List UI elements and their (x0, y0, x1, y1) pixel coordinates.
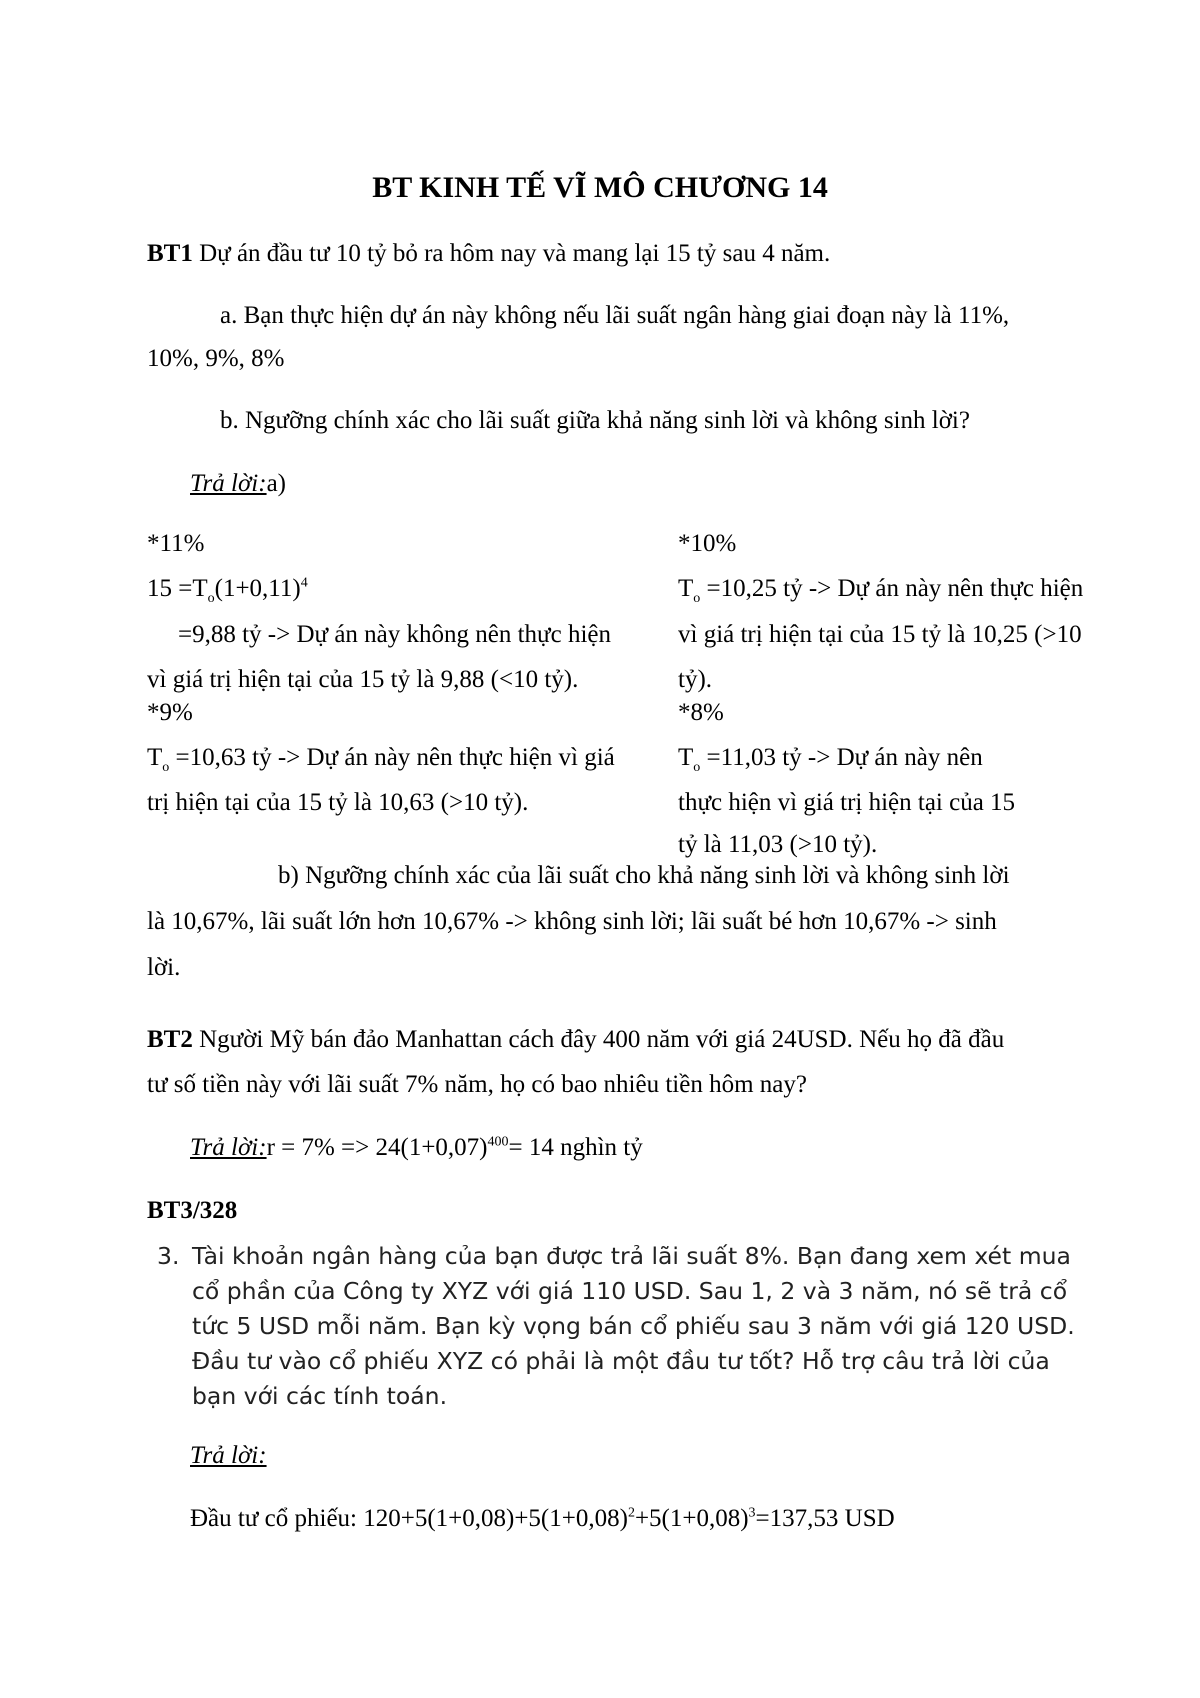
case-9-result: $T_o =10,63$ tỷ -> Dự án này nên thực hiện vì giá (147, 744, 615, 775)
bt1-question-text: Dự án đầu tư 10 tỷ bỏ ra hôm nay và mang lại 15 tỷ sau 4 năm. (192, 240, 831, 267)
bt1-b-answer-line2: là 10,67%, lãi suất lớn hơn 10,67% -> không sinh lời; lãi suất bé hơn 10,67% -> sinh (147, 908, 997, 935)
case-10-heading: *10% (678, 530, 737, 557)
bt1-b-answer-line1: b) Ngưỡng chính xác của lãi suất cho khả năng sinh lời và không sinh lời (278, 862, 1010, 889)
case-8-explain-2: tỷ là 11,03 (>10 tỷ). (678, 831, 878, 858)
bt3-problem-line4: Đầu tư vào cổ phiếu XYZ có phải là một đầu tư tốt? Hỗ trợ câu trả lời của (192, 1347, 1050, 1375)
case-8-heading: *8% (678, 699, 724, 726)
case-11-equation: $15 =T_o(1+0,11)^4$ (147, 575, 308, 606)
case-10-explain-2: tỷ). (678, 666, 713, 693)
bt2-label: BT2 (147, 1026, 193, 1053)
bt3-problem-number: 3. (157, 1242, 180, 1270)
bt3-problem-line1: Tài khoản ngân hàng của bạn được trả lãi suất 8%. Bạn đang xem xét mua (192, 1242, 1071, 1270)
bt1-part-a-line1: a. Bạn thực hiện dự án này không nếu lãi suất ngân hàng giai đoạn này là 11%, (220, 302, 1010, 329)
bt3-calculation: Đầu tư cổ phiếu: $120+5(1+0,08)+5(1+0,08)^2+5(1+0,08)^3=137,53$ USD (190, 1505, 895, 1532)
case-10-result: $T_o =10,25$ tỷ -> Dự án này nên thực hiện (678, 575, 1084, 606)
bt1-b-answer-line3: lời. (147, 954, 181, 981)
bt3-label: BT3/328 (147, 1197, 238, 1224)
bt1-answer-heading (190, 468, 286, 500)
case-8-result: $T_o =11,03$ tỷ -> Dự án này nên (678, 744, 983, 775)
case-11-heading: *11% (147, 530, 205, 557)
case-8-explain-1: thực hiện vì giá trị hiện tại của 15 (678, 789, 1016, 816)
answer-suffix: a) (266, 470, 286, 497)
bt1-label: BT1 (147, 240, 193, 267)
bt1-part-a-line2: 10%, 9%, 8% (147, 345, 285, 372)
bt2-question-line2: tư số tiền này với lãi suất 7% năm, họ có bao nhiêu tiền hôm nay? (147, 1071, 807, 1098)
bt1-part-b: b. Ngưỡng chính xác cho lãi suất giữa khả năng sinh lời và không sinh lời? (220, 407, 970, 434)
answer-label: Trả lời: (190, 470, 267, 497)
bt1-question (147, 238, 830, 270)
bt2-question-line1: BT2 Người Mỹ bán đảo Manhattan cách đây 400 năm với giá 24USD. Nếu họ đã đầu (147, 1026, 1005, 1053)
answer-label: Trả lời: (190, 1134, 267, 1161)
bt3-answer-label: Trả lời: (190, 1442, 267, 1469)
case-9-explain: trị hiện tại của 15 tỷ là 10,63 (>10 tỷ). (147, 789, 529, 816)
case-11-explain: vì giá trị hiện tại của 15 tỷ là 9,88 (<10 tỷ). (147, 666, 579, 693)
bt3-problem-line5: bạn với các tính toán. (192, 1382, 448, 1410)
bt3-problem-line3: tức 5 USD mỗi năm. Bạn kỳ vọng bán cổ phiếu sau 3 năm với giá 120 USD. (192, 1312, 1075, 1340)
case-11-result: =9,88 tỷ -> Dự án này không nên thực hiện (178, 621, 611, 648)
case-9-heading: *9% (147, 699, 193, 726)
case-10-explain-1: vì giá trị hiện tại của 15 tỷ là 10,25 (>10 (678, 621, 1082, 648)
bt2-answer: Trả lời:r = $7\% => 24(1+0,07)^{400}= 14$ nghìn tỷ (190, 1134, 643, 1161)
bt3-problem-line2: cổ phần của Công ty XYZ với giá 110 USD. Sau 1, 2 và 3 năm, nó sẽ trả cổ (192, 1277, 1068, 1305)
page-title: BT KINH TẾ VĨ MÔ CHƯƠNG 14 (372, 171, 828, 204)
